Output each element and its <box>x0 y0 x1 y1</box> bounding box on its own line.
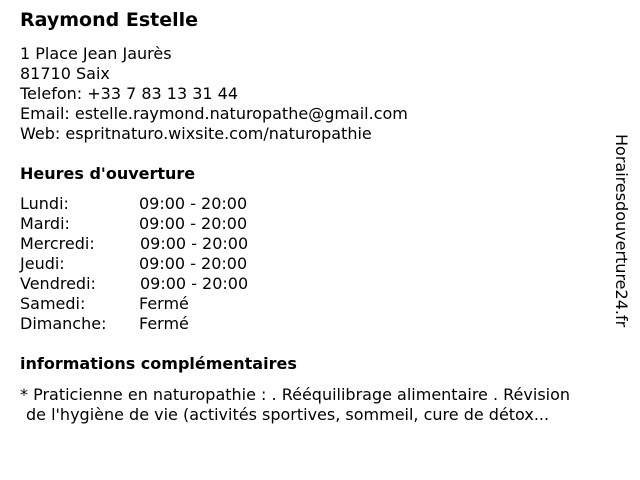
email-text: Email: estelle.raymond.naturopathe@gmail.com <box>20 104 408 123</box>
day-hours: Fermé <box>139 294 189 313</box>
info-line-1: * Praticienne en naturopathie : . Rééquilibrage alimentaire . Révision <box>20 385 571 404</box>
web-text: Web: espritnaturo.wixsite.com/naturopathie <box>20 124 372 143</box>
day-label: Dimanche: <box>20 314 107 333</box>
address-city: 81710 Saix <box>20 64 110 83</box>
day-hours: 09:00 - 20:00 <box>140 274 249 293</box>
info-line-2: de l'hygiène de vie (activités sportives, sommeil, cure de détox... <box>26 405 550 424</box>
day-label: Vendredi: <box>20 274 96 293</box>
info-title: informations complémentaires <box>20 354 297 373</box>
site-watermark: Horairesdouverture24.fr <box>612 134 631 328</box>
day-label: Samedi: <box>20 294 86 313</box>
phone-text: Telefon: +33 7 83 13 31 44 <box>20 84 239 103</box>
day-hours: 09:00 - 20:00 <box>139 194 248 213</box>
day-hours: 09:00 - 20:00 <box>139 214 248 233</box>
day-label: Jeudi: <box>20 254 65 273</box>
hours-title: Heures d'ouverture <box>20 164 196 183</box>
day-hours: 09:00 - 20:00 <box>139 254 248 273</box>
day-label: Lundi: <box>20 194 69 213</box>
address-street: 1 Place Jean Jaurès <box>20 44 172 63</box>
contact-block <box>20 44 408 144</box>
day-hours: Fermé <box>139 314 189 333</box>
info-description <box>20 385 570 425</box>
day-hours: 09:00 - 20:00 <box>140 234 249 253</box>
day-label: Mardi: <box>20 214 70 233</box>
business-name: Raymond Estelle <box>20 9 199 31</box>
day-label: Mercredi: <box>20 234 95 253</box>
